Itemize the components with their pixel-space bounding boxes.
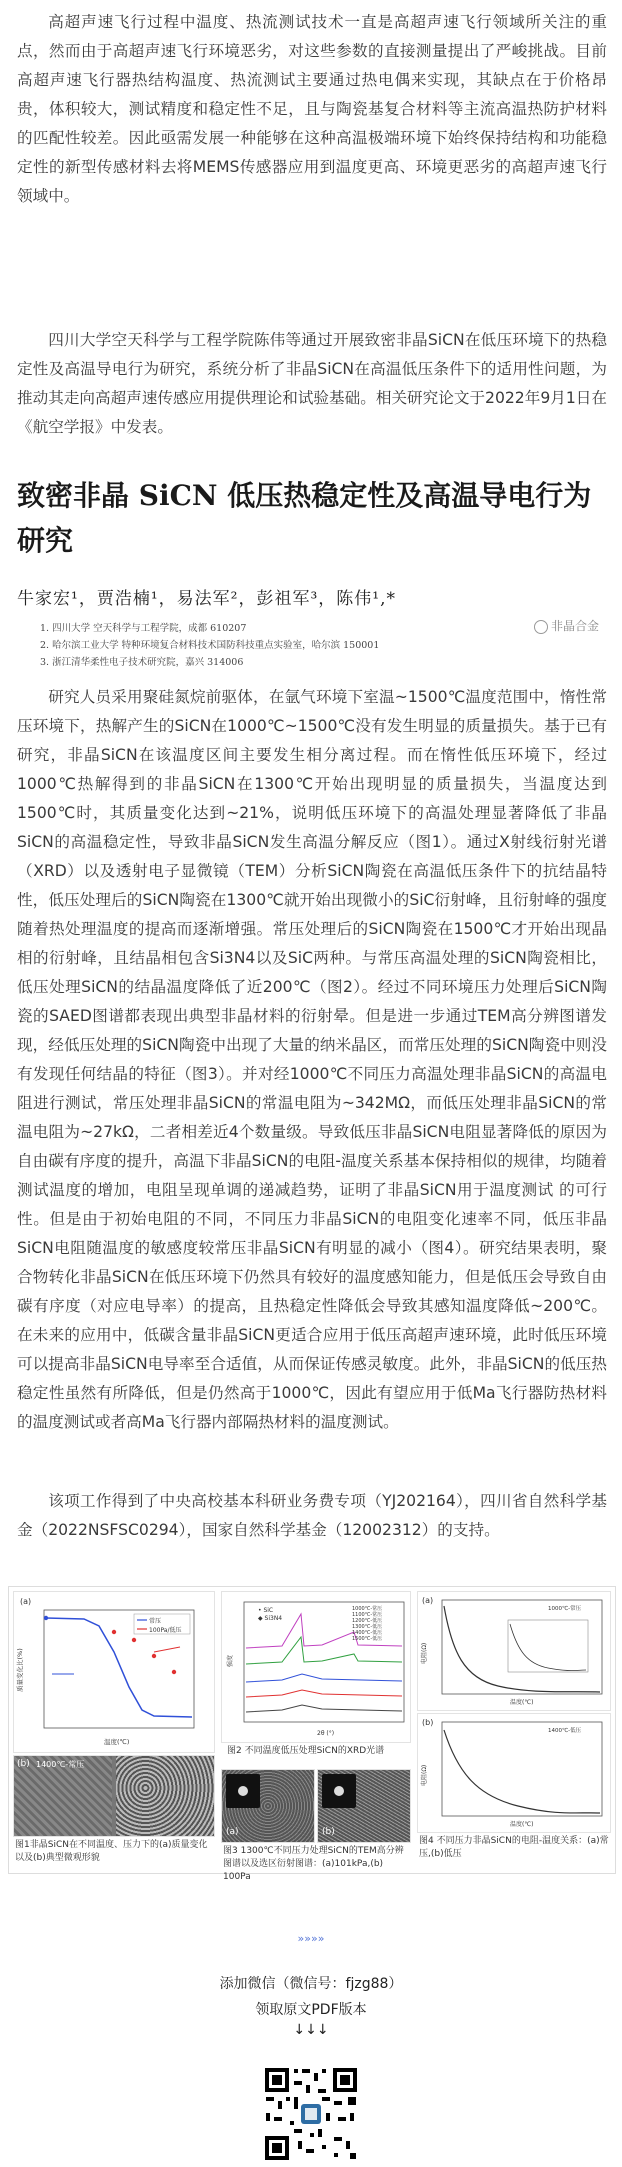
fig4a-inset [508,1620,588,1672]
down-arrows: ↓↓↓ [293,2022,329,2038]
fig4a-label: (a) [422,1596,434,1605]
fig2-trace [246,1674,402,1682]
fig2-caption: 图2 不同温度低压处理SiCN的XRD光谱 [227,1746,385,1756]
fig2-trace [246,1690,402,1697]
fig3b-saed-inset [322,1774,356,1808]
funding-paragraph: 该项工作得到了中央高校基本科研业务费专项（YJ202164），四川省自然科学基金（2022NSFSC0294），国家自然科学基金（12002312）的支持。 [17,1492,607,1539]
fig1a-xlabel: 温度(℃) [104,1738,130,1746]
fig1a-label: (a) [20,1597,32,1606]
fig1a-point [152,1654,156,1658]
intro-paragraph-1: 高超声速飞行过程中温度、热流测试技术一直是高超声速飞行领域所关注的重点，然而由于高超声速飞行环境恶劣，对这些参数的直接测量提出了严峻挑战。目前高超声速飞行器热结构温度、热流测试主要通过热电偶来实现，其缺点在于价格昂贵，体积较大，测试精度和稳定性不足，且与陶瓷基复合材料等主流高温热防护材料的匹配性较差。因此亟需发展一种能够在这种高温极端环境下始终保持结构和功能稳定性的新型传感材料去将MEMS传感器应用到温度更高、环境更恶劣的高超声速飞行领域中。 [17,13,607,205]
fig1a-point [132,1638,136,1642]
fig3a-saed-inset [226,1774,260,1808]
fig3a-saed-spot [238,1786,248,1796]
fig2-legend-item: 1100℃-常压 [352,1612,383,1618]
fig1b-micrograph [116,1756,214,1836]
fig2-legend-item: 1500℃-低压 [352,1636,383,1642]
fig2-panel [221,1591,411,1743]
fig1a-arrow [154,1647,180,1652]
intro-paragraph-2: 四川大学空天科学与工程学院陈伟等通过开展致密非晶SiCN在低压环境下的热稳定性及高温导电行为研究，系统分析了非晶SiCN在高温低压条件下的适用性问题，为推动其走向高超声速传感应用提供理论和试验基础。相关研究论文于2022年9月1日在《航空学报》中发表。 [17,331,607,436]
paper-title: 致密非晶 SiCN 低压热稳定性及高温导电行为研究 [17,479,592,557]
fig2-xlabel: 2θ (°) [317,1730,335,1737]
fig3b-tem-image [317,1769,411,1843]
fig4b-axes [442,1722,602,1816]
fig1a-panel [13,1591,215,1753]
fig1a-point [44,1616,48,1620]
fig4b-xlabel: 温度(℃) [510,1821,534,1828]
fig4a-inset-curve [510,1624,586,1671]
watermark-icon [534,620,548,634]
fig1a-legend-item: 常压 [149,1618,162,1625]
fig2-legend-item: 1000℃-常压 [352,1606,383,1612]
affiliation-1: 1. 四川大学 空天科学与工程学院，成都 610207 [40,623,247,634]
fig4a-panel [417,1591,611,1711]
fig1b-condition: 1400℃-常压 [36,1760,85,1769]
wechat-text: 添加微信（微信号：fjzg88） [219,1976,403,1992]
fig4b-curve [444,1730,600,1813]
fig1b-panel [13,1755,215,1837]
fig1-caption: 图1非晶SiCN在不同温度、压力下的(a)质量变化以及(b)典型微观形貌 [15,1840,208,1863]
pdf-text: 领取原文PDF版本 [255,2002,367,2018]
fig2-marker: • SiC [258,1607,274,1614]
fig4-caption: 图4 不同压力非晶SiCN的电阻-温度关系：(a)常压,(b)低压 [419,1836,609,1859]
fig1b-label: (b) [17,1759,30,1769]
watermark [534,617,599,634]
fig4a-axes [442,1600,602,1694]
qr-code-icon [262,2065,360,2163]
fig4a-curve [444,1606,600,1692]
fig1a-legend-item: 100Pa/低压 [149,1627,182,1634]
fig2-legend-item: 1400℃-低压 [352,1630,383,1636]
fig4a-ylabel: 电阻(Ω) [421,1642,428,1664]
fig1a-point [172,1670,176,1674]
fig4b-legend: 1400℃-低压 [548,1728,582,1734]
fig3a-label: (a) [226,1827,239,1837]
fig2-marker: ◆ Si3N4 [258,1615,283,1622]
fig2-legend-item: 1300℃-低压 [352,1624,383,1630]
paper-authors: 牛家宏¹，贾浩楠¹，易法军²，彭祖军³，陈伟¹,* [17,589,396,609]
fig4b-chart [418,1714,610,1832]
fig2-ylabel: 强度 [227,1654,234,1667]
fig4b-panel [417,1713,611,1833]
fig2-trace [246,1705,402,1712]
fig3b-label: (b) [322,1827,335,1837]
affiliation-2: 2. 哈尔滨工业大学 特种环境复合材料技术国防科技重点实验室，哈尔滨 150001 [40,640,380,651]
fig4b-ylabel: 电阻(Ω) [421,1764,428,1786]
fig3b-saed-spot [334,1786,344,1796]
fig4b-label: (b) [422,1718,434,1727]
qr-code[interactable] [262,2065,360,2163]
watermark-text: 非晶合金 [551,619,600,633]
fig3-caption: 图3 1300℃不同压力处理SiCN的TEM高分辨图谱以及选区衍射图谱：(a)101kPa,(b) 100Pa [223,1846,404,1882]
fig4a-xlabel: 温度(℃) [510,1699,534,1706]
fig4a-chart [418,1592,610,1710]
fig2-legend-item: 1200℃-低压 [352,1618,383,1624]
fig1a-ylabel: 质量变化比(%) [16,1648,24,1692]
fig2-chart [222,1592,410,1742]
footer-arrows: »»»» [297,1932,325,1945]
affiliation-3: 3. 浙江清华柔性电子技术研究院，嘉兴 314006 [40,657,244,668]
fig3a-tem-image [221,1769,315,1843]
composite-figure [8,1586,616,1882]
fig1a-chart [14,1592,214,1752]
fig1a-point [112,1630,116,1634]
body-paragraph: 研究人员采用聚硅氮烷前驱体，在氩气环境下室温~1500℃温度范围中，惰性常压环境下，热解产生的SiCN在1000℃~1500℃没有发生明显的质量损失。基于已有研究，非晶SiCN在该温度区间主要发生相分离过程。而在惰性低压环境下，经过1000℃热解得到的非晶SiCN在1300℃开始出现明显的质量损失，当温度达到1500℃时，其质量变化达到~21%，说明低压环境下的高温处理显著降低了非晶SiCN的高温稳定性，导致非晶SiCN发生高温分解反应（图1）。通过X射线衍射光谱（XRD）以及透射电子显微镜（TEM）分析SiCN陶瓷在高温低压条件下的抗结晶特性，低压处理后的SiCN陶瓷在1300℃就开始出现微小的SiC衍射峰，且衍射峰的强度随着热处理温度的提高而逐渐增强。常压处理后的SiCN陶瓷在1500℃才开始出现晶相的衍射峰，且结晶相包含Si3N4以及SiC两种。与常压高温处理的SiCN陶瓷相比，低压处理SiCN的结晶温度降低了近200℃（图2）。经过不同环境压力处理后SiCN陶瓷的SAED图谱都表现出典型非晶材料的衍射晕。但是进一步通过TEM高分辨图谱发现，经低压处理的SiCN陶瓷中出现了大量的纳米晶区，而常压处理的SiCN陶瓷中则没有发现任何结晶的特征（图3）。并对经1000℃不同压力高温处理非晶SiCN的高温电阻进行测试，常压处理非晶SiCN的常温电阻为~342MΩ，而低压处理非晶SiCN的常温电阻为~27kΩ，二者相差近4个数量级。导致低压非晶SiCN电阻显著降低的原因为自由碳有序度的提升，高温下非晶SiCN的电阻-温度关系基本保持相似的规律，均随着测试温度的增加，电阻呈现单调的递减趋势，证明了非晶SiCN用于温度测试 的可行性。但是由于初始电阻的不同，不同压力非晶SiCN的电阻变化速率不同，低压非晶SiCN电阻随温度的敏感度较常压非晶SiCN有明显的减小（图4）。研究结果表明，聚合物转化非晶SiCN在低压环境下仍然具有较好的温度感知能力，但是低压会导致自由碳有序度（对应电导率）的提高，且热稳定性降低会导致其感知温度降低~200℃。在未来的应用中，低碳含量非晶SiCN更适合应用于低压高超声速环境，此时低压环境可以提高非晶SiCN电导率至合适值，从而保证传感灵敏度。此外，非晶SiCN的低压热稳定性虽然有所降低，但是仍然高于1000℃，因此有望应用于低Ma飞行器防热材料的温度测试或者高Ma飞行器内部隔热材料的温度测试。 [17,688,607,1431]
fig4a-legend: 1000℃-常压 [548,1606,582,1612]
